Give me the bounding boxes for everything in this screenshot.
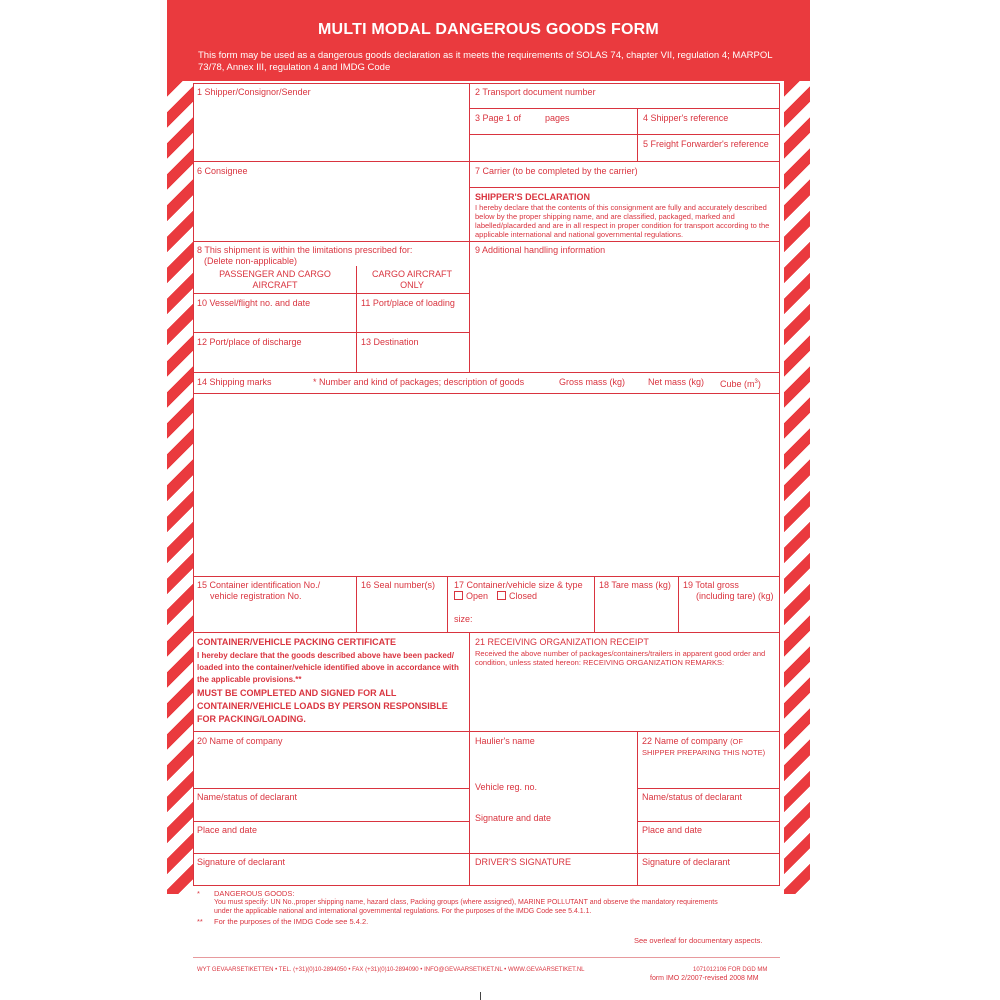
open-checkbox-box[interactable] bbox=[454, 591, 463, 600]
form-header bbox=[167, 0, 810, 81]
pages-label: pages bbox=[545, 113, 570, 123]
company-name-label: 20 Name of company bbox=[197, 736, 283, 746]
shipper-declaration-text: I hereby declare that the contents of this consignment are fully and accurately described below by the proper shipping name, and are classified, packaged, marked and labelled/placarded and are in all respect in proper condition for transport according to the applicable international and national governmental regulations. bbox=[475, 203, 770, 239]
shipper-declaration-title: SHIPPER'S DECLARATION bbox=[475, 192, 590, 202]
vessel-flight-label: 10 Vessel/flight no. and date bbox=[197, 298, 311, 308]
signature-declarant-right-label: Signature of declarant bbox=[642, 857, 731, 867]
place-date-right-label: Place and date bbox=[642, 825, 703, 835]
place-date-left-label: Place and date bbox=[197, 825, 258, 835]
shipper-label: 1 Shipper/Consignor/Sender bbox=[197, 87, 311, 97]
gross-mass-label: Gross mass (kg) bbox=[559, 377, 626, 387]
form-code: 1071012106 FOR DGD MM bbox=[693, 967, 768, 973]
dangerous-goods-note-title: DANGEROUS GOODS: bbox=[214, 889, 295, 898]
option-cargo-only: CARGO AIRCRAFT ONLY bbox=[371, 269, 452, 290]
total-gross-label: 19 Total gross bbox=[683, 580, 739, 590]
dangerous-goods-note-line2: under the applicable national and international governmental regulations. For the purposes of the IMDG Code see 5.4.1.1. bbox=[214, 908, 592, 915]
including-tare-label: (including tare) (kg) bbox=[696, 591, 774, 601]
size-label: size: bbox=[454, 614, 473, 624]
note-double-star: ** bbox=[197, 917, 203, 926]
shipping-marks-label: 14 Shipping marks bbox=[197, 377, 272, 387]
receiving-receipt-label: 21 RECEIVING ORGANIZATION RECEIPT bbox=[475, 637, 649, 647]
delete-non-applicable: (Delete non-applicable) bbox=[204, 256, 298, 266]
vehicle-reg-label: Vehicle reg. no. bbox=[475, 782, 538, 792]
form-intro: This form may be used as a dangerous goods declaration as it meets the requirements of SOLAS 74, chapter VII, regulation 4; MARPOL 73/78, Annex III, regulation 4 and IMDG Code bbox=[198, 50, 773, 73]
signature-declarant-left-label: Signature of declarant bbox=[197, 857, 286, 867]
form-reference: form IMO 2/2007-revised 2008 MM bbox=[650, 975, 759, 982]
container-size-label: 17 Container/vehicle size & type bbox=[454, 580, 583, 590]
packing-certificate-must: MUST BE COMPLETED AND SIGNED FOR ALL CONTAINER/VEHICLE LOADS BY PERSON RESPONSIBLE FOR PACKING/LOADING. bbox=[197, 688, 448, 724]
hazard-stripe-right bbox=[784, 81, 810, 894]
port-discharge-label: 12 Port/place of discharge bbox=[197, 337, 302, 347]
consignee-label: 6 Consignee bbox=[197, 166, 248, 176]
destination-label: 13 Destination bbox=[361, 337, 419, 347]
carrier-label: 7 Carrier (to be completed by the carrier) bbox=[475, 166, 638, 176]
closed-checkbox-box[interactable] bbox=[497, 591, 506, 600]
option-passenger-cargo: PASSENGER AND CARGO AIRCRAFT bbox=[219, 269, 331, 290]
company-name-right-label: 22 Name of company (OF bbox=[642, 736, 743, 746]
binding-mark bbox=[480, 992, 481, 1000]
signature-date-label: Signature and date bbox=[475, 813, 552, 823]
packing-certificate-title: CONTAINER/VEHICLE PACKING CERTIFICATE bbox=[197, 637, 397, 647]
net-mass-label: Net mass (kg) bbox=[648, 377, 705, 387]
receiving-receipt-text: Received the above number of packages/containers/trailers in apparent good order and condition, unless stated hereon: RECEIVING ORGANIZATION REMARKS: bbox=[475, 649, 766, 667]
note-star: * bbox=[197, 889, 200, 898]
drivers-signature-label: DRIVER'S SIGNATURE bbox=[475, 857, 572, 867]
transport-doc-label: 2 Transport document number bbox=[475, 87, 596, 97]
open-checkbox[interactable]: Open bbox=[454, 591, 488, 602]
cube-label: Cube $(m^3)$ bbox=[720, 379, 761, 389]
container-id-label: 15 Container identification No./ bbox=[197, 580, 321, 590]
name-status-right-label: Name/status of declarant bbox=[642, 792, 743, 802]
seal-number-label: 16 Seal number(s) bbox=[361, 580, 436, 590]
handling-info-label: 9 Additional handling information bbox=[475, 245, 606, 255]
form-sheet bbox=[167, 0, 810, 1000]
packing-certificate-text: I hereby declare that the goods described above have been packed/ loaded into the container/vehicle identified above in accordance with the applicable provisions.** bbox=[197, 651, 459, 684]
vehicle-registration-label: vehicle registration No. bbox=[210, 591, 302, 601]
hazard-stripe-left bbox=[167, 81, 193, 894]
port-loading-label: 11 Port/place of loading bbox=[361, 298, 455, 308]
closed-checkbox[interactable]: Closed bbox=[497, 591, 537, 602]
footer-divider bbox=[193, 957, 780, 958]
overleaf-note: See overleaf for documentary aspects. bbox=[634, 936, 763, 945]
name-status-left-label: Name/status of declarant bbox=[197, 792, 298, 802]
tare-mass-label: 18 Tare mass (kg) bbox=[599, 580, 671, 590]
imdg-note: For the purposes of the IMDG Code see 5.4.2. bbox=[214, 917, 369, 926]
page-of-label: 3 Page 1 of bbox=[475, 113, 522, 123]
form-title: MULTI MODAL DANGEROUS GOODS FORM bbox=[318, 21, 659, 38]
goods-description-label: * Number and kind of packages; description of goods bbox=[313, 377, 525, 387]
forwarder-reference-label: 5 Freight Forwarder's reference bbox=[643, 139, 769, 149]
dangerous-goods-note-line1: You must specify: UN No.,proper shipping name, hazard class, Packing groups (where assigned), MARINE POLLUTANT and observe the mandatory requirements bbox=[214, 899, 718, 906]
shipper-preparing-note: SHIPPER PREPARING THIS NOTE) bbox=[642, 748, 766, 757]
hauliers-name-label: Haulier's name bbox=[475, 736, 535, 746]
limitations-label: 8 This shipment is within the limitations prescribed for: bbox=[197, 245, 413, 255]
company-info: WYT GEVAARSETIKETTEN • TEL. (+31)(0)10-2894050 • FAX (+31)(0)10-2894090 • INFO@GEVAARSETIKET.NL • WWW.GEVAARSETIKET.NL bbox=[197, 967, 585, 973]
shipper-reference-label: 4 Shipper's reference bbox=[643, 113, 729, 123]
